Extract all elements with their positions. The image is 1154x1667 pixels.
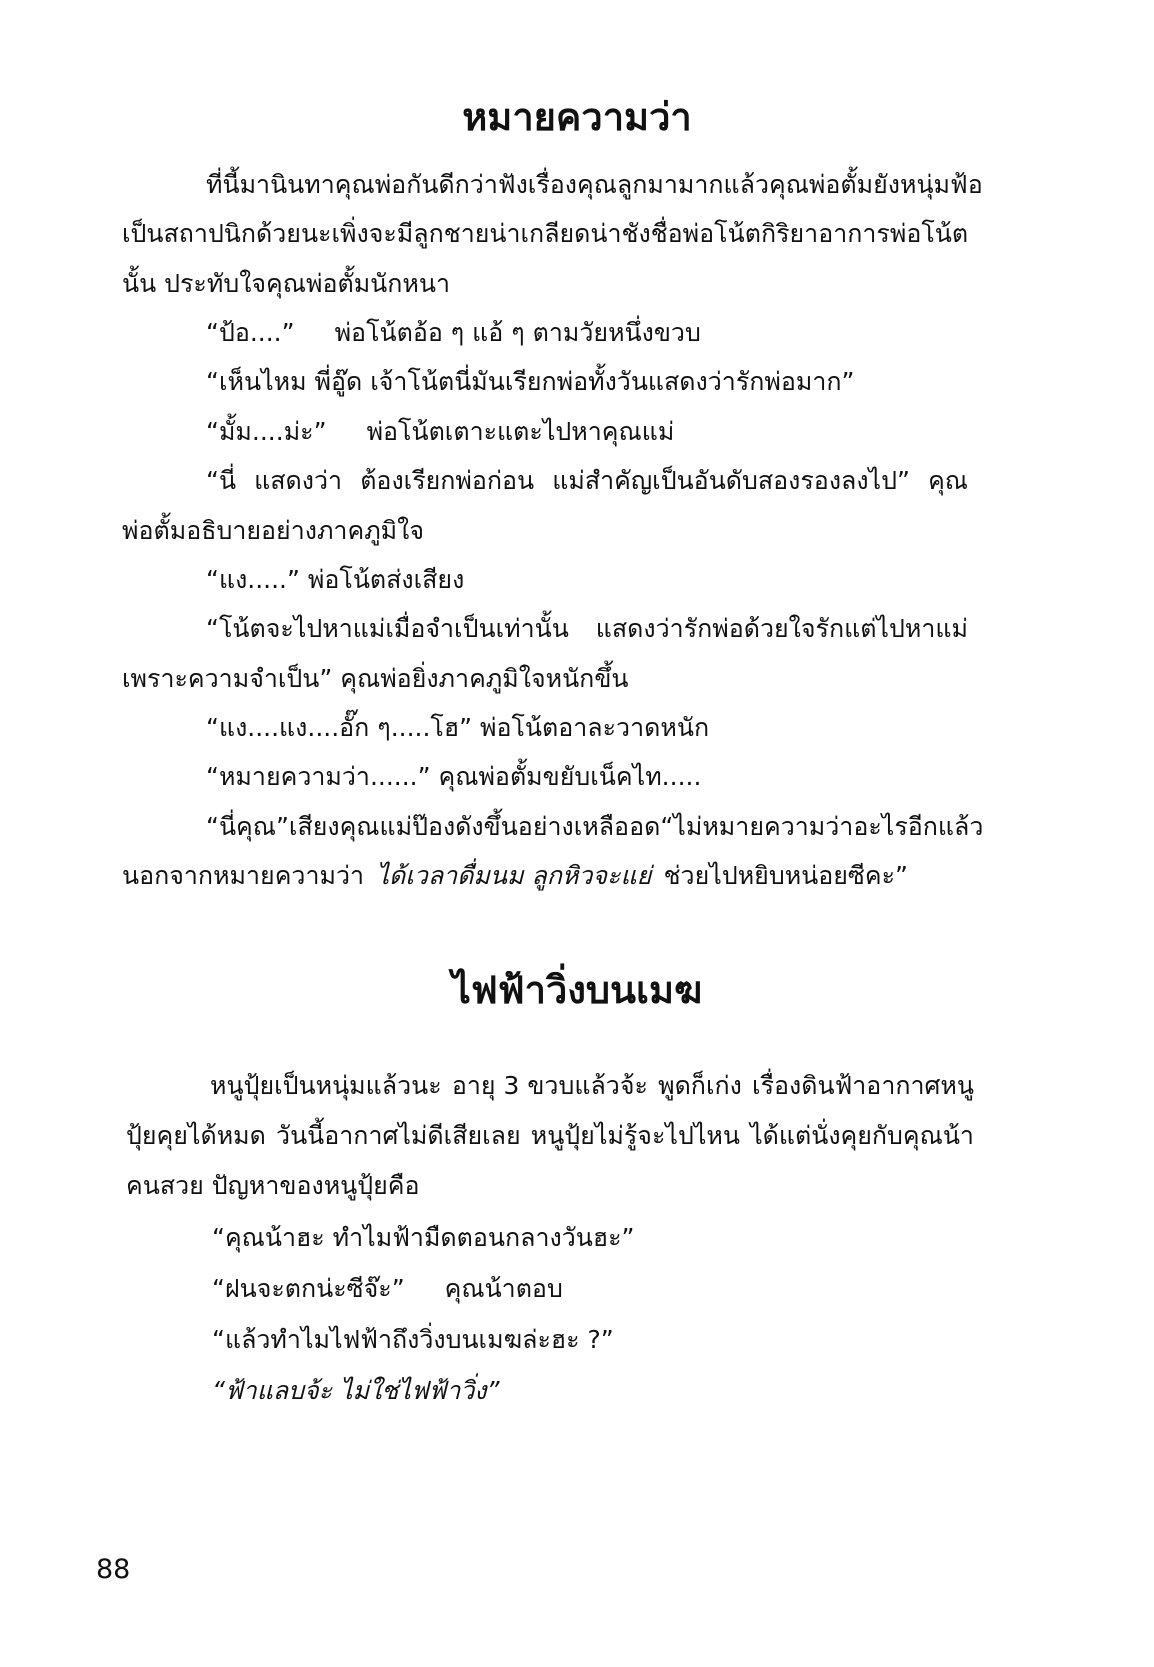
- paragraph-line: ปุ้ยคุยได้หมด วันนี้อากาศไม่ดีเสียเลย หนูปุ้ยไม่รู้จะไปไหน ได้แต่นั่งคุยกับคุณน้า: [126, 1121, 974, 1150]
- section-title-2: ไฟฟ้าวิ่งบนเมฆ: [451, 968, 703, 1012]
- page-number: 88: [96, 1554, 131, 1585]
- paragraph-line: นอกจากหมายความว่า ได้เวลาดื่มนม ลูกหิวจะแย่ ช่วยไปหยิบหน่อยซีคะ”: [122, 856, 908, 896]
- dialogue-line: “โน้ตจะไปหาแม่เมื่อจำเป็นเท่านั้น แสดงว่ารักพ่อด้วยใจรักแต่ไปหาแม่: [206, 614, 968, 643]
- dialogue-line: “เห็นไหม พี่อู๊ด เจ้าโน้ตนี่มันเรียกพ่อทั้งวันแสดงว่ารักพ่อมาก”: [206, 367, 855, 396]
- paragraph-line: เป็นสถาปนิกด้วยนะ เพิ่งจะมีลูกชายน่าเกลียดน่าชังชื่อพ่อโน้ต กิริยาอาการพ่อโน้ต: [122, 219, 969, 248]
- paragraph-line: คนสวย ปัญหาของหนูปุ้ยคือ: [126, 1171, 420, 1200]
- dialogue-line: “ป้อ....” พ่อโน้ตอ้อ ๆ แอ้ ๆ ตามวัยหนึ่งขวบ: [206, 318, 701, 347]
- paragraph-line: เพราะความจำเป็น” คุณพ่อยิ่งภาคภูมิใจหนักขึ้น: [122, 664, 629, 693]
- paragraph-line: นั้น ประทับใจคุณพ่อตั้มนักหนา: [122, 269, 451, 298]
- dialogue-line: “มั้ม....ม่ะ” พ่อโน้ตเตาะแตะไปหาคุณแม่: [206, 417, 675, 446]
- dialogue-line: “ฝนจะตกน่ะซีจ๊ะ” คุณน้าตอบ: [212, 1274, 563, 1303]
- dialogue-line: “นี่ แสดงว่า ต้องเรียกพ่อก่อน แม่สำคัญเป็นอันดับสองรองลงไป” คุณ: [206, 466, 968, 495]
- dialogue-line: “หมายความว่า......” คุณพ่อตั้มขยับเน็คไท.....: [206, 762, 702, 791]
- paragraph-line: พ่อตั้มอธิบายอย่างภาคภูมิใจ: [122, 516, 425, 545]
- italic-phrase: ได้เวลาดื่มนม ลูกหิวจะแย่: [376, 861, 652, 890]
- paragraph-line: หนูปุ้ยเป็นหนุ่มแล้วนะ อายุ 3 ขวบแล้วจ้ะ พูดก็เก่ง เรื่องดินฟ้าอากาศหนู: [210, 1071, 974, 1100]
- dialogue-line: “ฟ้าแลบจ้ะ ไม่ใช่ไฟฟ้าวิ่ง”: [212, 1376, 500, 1405]
- dialogue-line: “แง....แง....อั๊ก ๆ.....โฮ” พ่อโน้ตอาละวาดหนัก: [206, 713, 710, 742]
- dialogue-line: “นี่คุณ” เสียงคุณแม่ป๊องดังขึ้นอย่างเหลืออด“ไม่หมายความว่าอะไรอีกแล้ว: [206, 812, 984, 841]
- dialogue-line: “แล้วทำไมไฟฟ้าถึงวิ่งบนเมฆล่ะฮะ ?”: [212, 1325, 614, 1354]
- paragraph-line: ที่นี้มานินทาคุณพ่อกันดีกว่าฟังเรื่องคุณลูกมามากแล้ว คุณพ่อตั้มยังหนุ่มฟ้อ: [206, 170, 983, 199]
- section-title-1: หมายความว่า: [462, 95, 692, 139]
- dialogue-line: “แง.....” พ่อโน้ตส่งเสียง: [206, 565, 465, 594]
- dialogue-line: “คุณน้าฮะ ทำไมฟ้ามืดตอนกลางวันฮะ”: [212, 1223, 635, 1252]
